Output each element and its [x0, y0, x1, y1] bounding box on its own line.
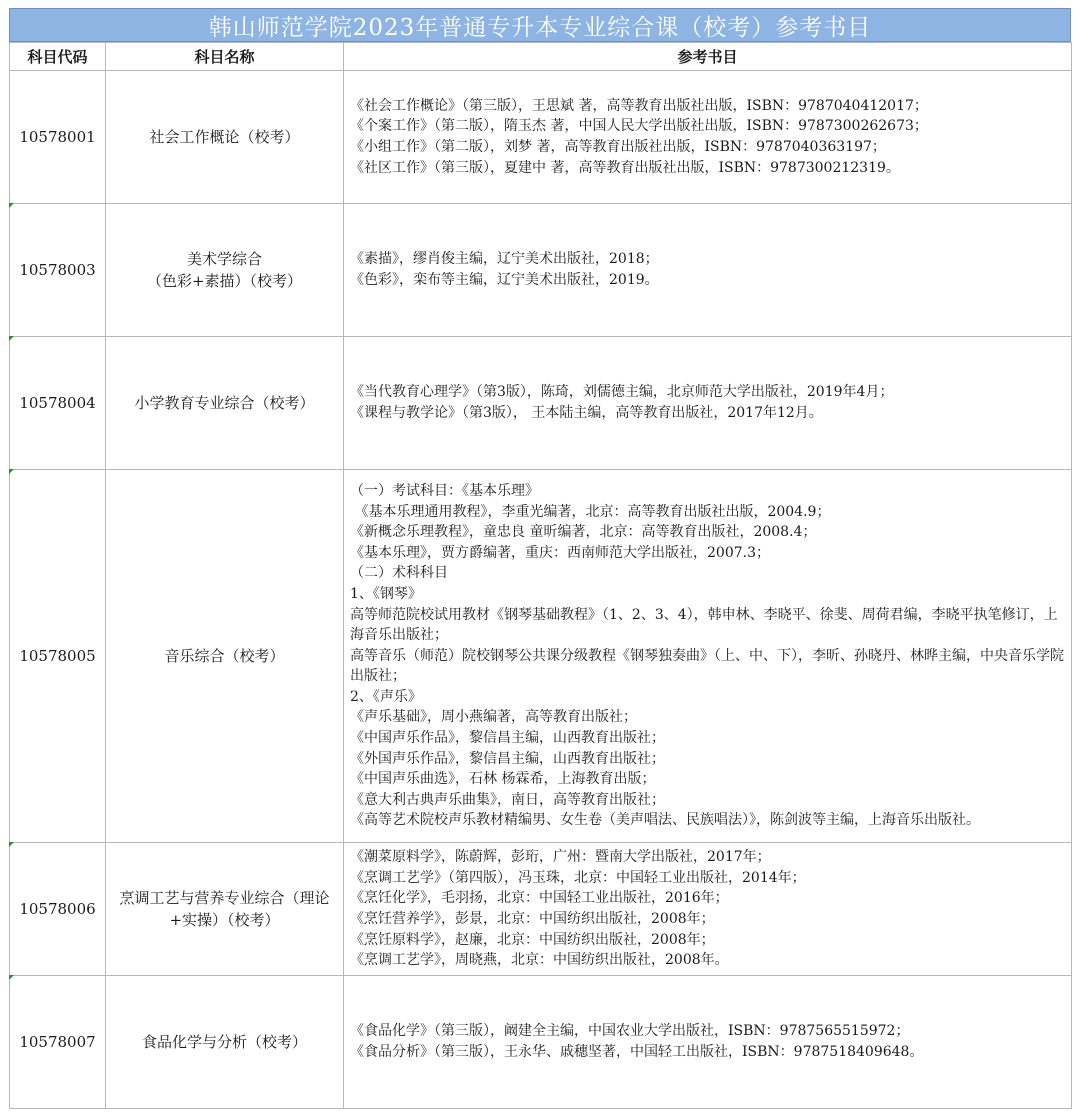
reference-book-line: 《当代教育心理学》（第3版），陈琦，刘儒德主编，北京师范大学出版社，2019年4月；: [350, 384, 894, 401]
reference-book-line: 《基本乐理》，贾方爵编著，重庆：西南师范大学出版社，2007.3；: [350, 544, 770, 561]
reference-book-line: 《新概念乐理教程》，童忠良 童昕编著，北京：高等教育出版社，2008.4；: [350, 524, 817, 541]
reference-book-line: 《中国声乐曲选》，石林 杨霖希，上海教育出版；: [350, 771, 656, 788]
reference-book-line: 高等音乐（师范）院校钢琴公共课分级教程《钢琴独奏曲》（上、中、下），李昕、孙晓丹、林晔主编，中央音乐学院出版社；: [350, 647, 1064, 685]
reference-books-cell: [344, 204, 1072, 337]
subject-name-text: （色彩+素描）（校考）: [146, 272, 303, 290]
header-reference-books: 参考书目: [344, 43, 1072, 71]
reference-book-line: 《小组工作》（第二版），刘梦 著，高等教育出版社出版，ISBN：9787040363197；: [350, 139, 886, 155]
subject-name-text: 社会工作概论（校考）: [149, 128, 300, 146]
subject-name-cell: [106, 71, 344, 204]
reference-books-cell: [344, 976, 1072, 1109]
reference-book-line: 《烹饪化学》，毛羽扬，北京：中国轻工业出版社，2016年；: [350, 890, 729, 907]
subject-name-cell: [106, 843, 344, 976]
reference-book-line: 《高等艺术院校声乐教材精编男、女生卷（美声唱法、民族唱法）》，陈剑波等主编，上海音乐出版社。: [350, 812, 980, 829]
table-row: [10, 337, 1072, 470]
reference-book-line: 《基本乐理通用教程》，李重光编著，北京：高等教育出版社出版，2004.9；: [350, 503, 831, 520]
subject-name-cell: [106, 976, 344, 1109]
subject-name-cell: [106, 337, 344, 470]
reference-book-line: 《素描》，缪肖俊主编，辽宁美术出版社，2018；: [350, 251, 659, 268]
header-subject-name: 科目名称: [106, 43, 344, 71]
reference-book-line: 《课程与教学论》（第3版）， 王本陆主编，高等教育出版社，2017年12月。: [350, 405, 823, 421]
table-row: [10, 204, 1072, 337]
reference-book-line: 《意大利古典声乐曲集》，南日，高等教育出版社；: [350, 791, 665, 808]
reference-book-line: 高等师范院校试用教材《钢琴基础教程》（1、2、3、4），韩申林、李晓平、徐斐、周荷君编，李晓平执笔修订，上海音乐出版社；: [350, 606, 1058, 644]
subject-name-cell: [106, 470, 344, 843]
subject-name-text: 美术学综合: [186, 250, 262, 268]
reference-book-line: 《烹饪营养学》，彭景，北京：中国纺织出版社，2008年；: [350, 911, 715, 927]
reference-book-line: 《烹调工艺学》，周晓燕，北京：中国纺织出版社，2008年。: [350, 952, 729, 969]
reference-book-line: 《烹调工艺学》（第四版），冯玉珠，北京：中国轻工业出版社，2014年；: [350, 869, 806, 886]
reference-book-line: 《烹饪原料学》，赵廉，北京：中国纺织出版社，2008年；: [350, 931, 715, 948]
reference-book-line: 《潮菜原料学》，陈蔚辉，彭珩，广州：暨南大学出版社，2017年；: [350, 849, 771, 866]
reference-book-line: 《食品分析》（第三版），王永华、戚穗坚著，中国轻工出版社，ISBN：9787518409648。: [350, 1044, 924, 1060]
header-row: [10, 43, 1072, 71]
table-row: [10, 470, 1072, 843]
subject-code-cell: 10578006: [10, 843, 106, 976]
reference-book-line: 《社会工作概论》（第三版），王思斌 著，高等教育出版社出版，ISBN：9787040412017；: [350, 97, 928, 114]
subject-code-cell: 10578003: [10, 204, 106, 337]
subject-code-cell: 10578001: [10, 71, 106, 204]
reference-book-line: 《声乐基础》，周小燕编著，高等教育出版社；: [350, 709, 637, 726]
reference-book-line: 《外国声乐作品》，黎信昌主编，山西教育出版社；: [350, 750, 665, 767]
reference-book-line: 1、《钢琴》: [350, 585, 422, 602]
table-row: [10, 843, 1072, 976]
table-row: [10, 976, 1072, 1109]
reference-book-line: （一）考试科目：《基本乐理》: [350, 482, 539, 499]
reference-books-cell: [344, 843, 1072, 976]
header-subject-code: 科目代码: [10, 43, 106, 71]
reference-book-line: 《中国声乐作品》，黎信昌主编，山西教育出版社；: [350, 730, 665, 747]
subject-code-cell: 10578007: [10, 976, 106, 1109]
table-row: [10, 71, 1072, 204]
reference-book-line: 《个案工作》（第二版），隋玉杰 著，中国人民大学出版社出版，ISBN：9787300262673；: [350, 118, 928, 135]
reference-book-line: （二）术科科目: [350, 565, 448, 582]
reference-books-cell: [344, 470, 1072, 843]
subject-name-text: 小学教育专业综合（校考）: [134, 394, 315, 412]
sheet-title: 韩山师范学院2023年普通专升本专业综合课（校考）参考书目: [9, 8, 1071, 42]
table-body: [10, 71, 1072, 1109]
reference-book-line: 2、《声乐》: [350, 688, 422, 705]
subject-code-cell: 10578004: [10, 337, 106, 470]
reference-book-line: 《色彩》，栾布等主编，辽宁美术出版社，2019。: [350, 272, 659, 288]
reference-books-cell: [344, 337, 1072, 470]
reference-book-line: 《食品化学》（第三版），阚建全主编，中国农业大学出版社，ISBN：9787565515972；: [350, 1023, 910, 1040]
subject-name-text: 烹调工艺与营养专业综合（理论+实操）（校考）: [119, 889, 330, 929]
reference-book-sheet: [9, 8, 1071, 1109]
subject-name-text: 食品化学与分析（校考）: [141, 1033, 307, 1051]
subject-name-text: 音乐综合（校考）: [164, 647, 285, 665]
reference-book-line: 《社区工作》（第三版），夏建中 著，高等教育出版社出版，ISBN：9787300212319。: [350, 159, 900, 176]
reference-table: [9, 42, 1072, 1109]
subject-code-cell: 10578005: [10, 470, 106, 843]
reference-books-cell: [344, 71, 1072, 204]
subject-name-cell: [106, 204, 344, 337]
